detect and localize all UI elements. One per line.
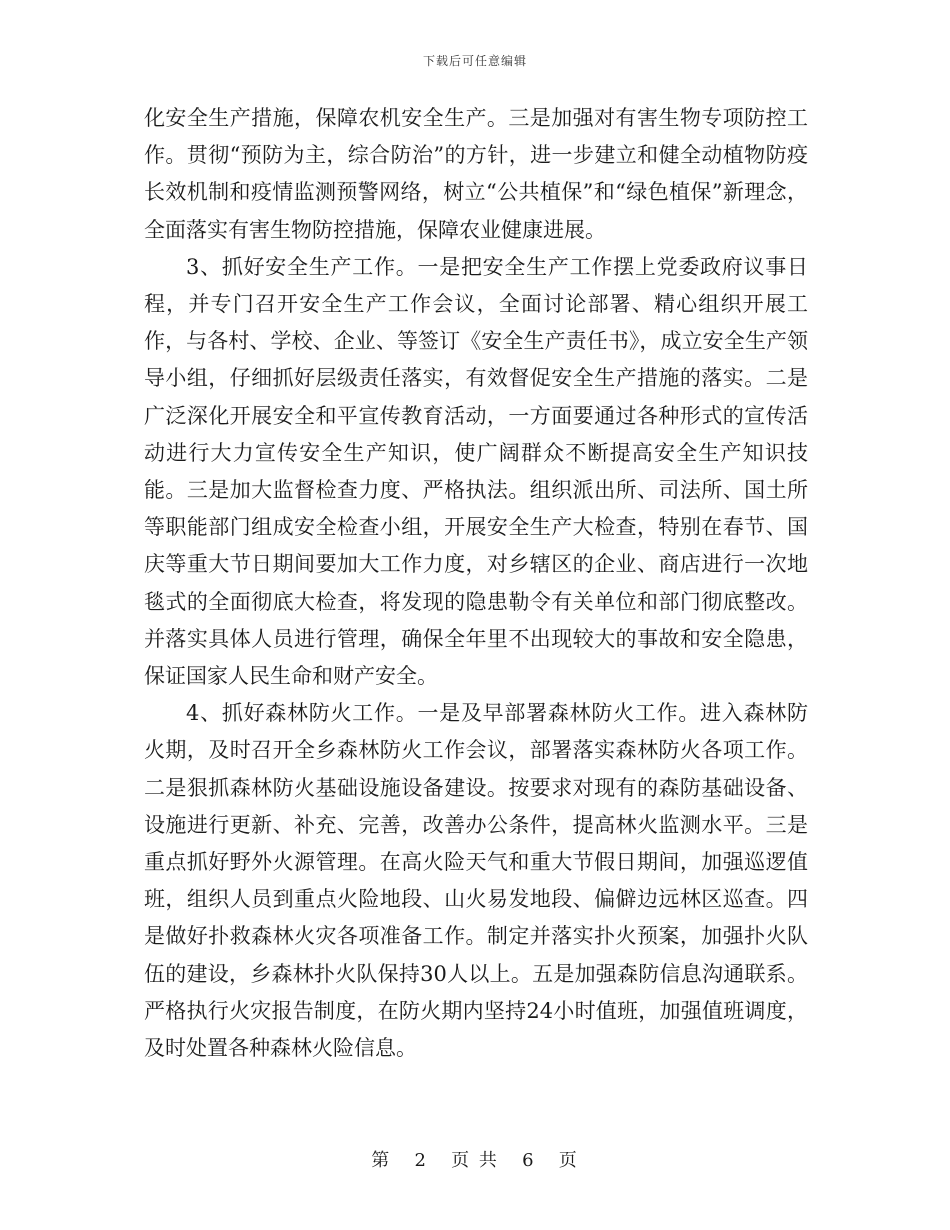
paragraph-forest-fire-prevention: 4、抓好森林防火工作。一是及早部署森林防火工作。进入森林防火期，及时召开全乡森林防火工作会议，部署落实森林防火各项工作。二是狠抓森林防火基础设施设备建设。按要求对现有的森防基础设备、设施进行更新、补充、完善，改善办公条件，提高林火监测水平。三是重点抓好野外火源管理。在高火险天气和重大节假日期间，加强巡逻值班，组织人员到重点火险地段、山火易发地段、偏僻边远林区巡查。四是做好扑救森林火灾各项准备工作。制定并落实扑火预案，加强扑火队伍的建设，乡森林扑火队保持30人以上。五是加强森防信息沟通联系。严格执行火灾报告制度，在防火期内坚持24小时值班，加强值班调度，及时处置各种森林火险信息。 [144,701,808,1061]
page-footer [0,1146,950,1172]
paragraph-safety-production: 3、抓好安全生产工作。一是把安全生产工作摆上党委政府议事日程，并专门召开安全生产工作会议，全面讨论部署、精心组织开展工作，与各村、学校、企业、等签订《安全生产责任书》，成立安全生产领导小组，仔细抓好层级责任落实，有效督促安全生产措施的落实。二是广泛深化开展安全和平宣传教育活动，一方面要通过各种形式的宣传活动进行大力宣传安全生产知识，使广阔群众不断提高安全生产知识技能。三是加大监督检查力度、严格执法。组织派出所、司法所、国土所等职能部门组成安全检查小组，开展安全生产大检查，特别在春节、国庆等重大节日期间要加大工作力度，对乡辖区的企业、商店进行一次地毯式的全面彻底大检查，将发现的隐患勒令有关单位和部门彻底整改。并落实具体人员进行管理，确保全年里不出现较大的事故和安全隐患，保证国家人民生命和财产安全。 [144,254,808,689]
page-label-mid: 页 共 [451,1150,499,1171]
page-header [0,52,950,69]
paragraph-continued: 化安全生产措施，保障农机安全生产。三是加强对有害生物专项防控工作。贯彻“预防为主，综合防治”的方针，进一步建立和健全动植物防疫长效机制和疫情监测预警网络，树立“公共植保”和“绿色植保”新理念，全面落实有害生物防控措施，保障农业健康进展。 [144,106,808,242]
page-label-suffix: 页 [558,1150,579,1171]
page-label-prefix: 第 [371,1150,392,1171]
total-pages-number: 6 [522,1150,536,1171]
current-page-number: 2 [414,1150,428,1171]
header-text: 下载后可任意编辑 [422,54,527,68]
document-body [144,100,808,1067]
